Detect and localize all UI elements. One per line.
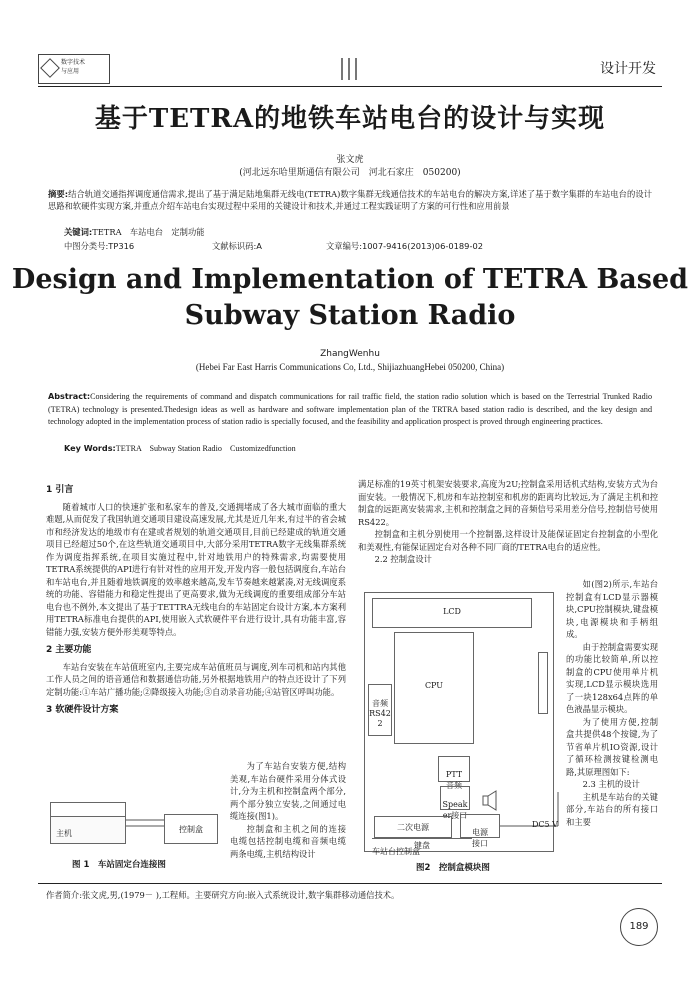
section-1-heading: 1 引言 [46,485,74,495]
right-column [358,478,658,566]
journal-logo [38,54,110,84]
abstract-cn-text: 结合轨道交通指挥调度通信需求,提出了基于满足陆地集群无线电(TETRA)数字集群无线通信技术的车站电台的解决方案,详述了基于数字集群的车站电台的设计思路和软硬件实现方案,并重点介绍车站电台实现过程中采用的关键设计和技术,并通过工程实践证明了方案的可行性和应用前景 [48,189,652,212]
abstract-en-text: Considering the requirements of command and dispatch communications for rail traffic field, the station radio solution which is based on the Terrestrial Trunked Radio (TETRA) technology is presented.Thedesign ideas as well as hardware and software implementation plan of the TRTRA based station radio is described, and the key design and technology adopted in the implementation process of station radio is specially focused, and the feasibility and application prospect is proved through engineering practices. [48,392,652,427]
keyboard-label: 键盘 [414,841,430,850]
abstract-cn [48,188,652,212]
keywords-en-label: Key Words: [64,443,116,453]
cpu-label: CPU [424,681,444,690]
clc-number: 中图分类号:TP316 [64,241,135,251]
author-cn: 张文虎 [336,155,364,165]
affiliation-en: (Hebei Far East Harris Communications Co, Ltd., ShijiazhuangHebei 050200, China) [195,362,505,372]
journal-diamond-icon [40,58,60,78]
audio-label: 音频 [372,699,388,708]
section-2-heading: 2 主要功能 [46,645,92,655]
keywords-cn-label: 关键词: [64,227,93,237]
power-port-label: 电源 接口 [472,828,488,848]
abstract-en [48,390,652,429]
figure-2 [364,592,562,854]
section-3-heading: 3 软硬件设计方案 [46,705,119,715]
header-divider [355,58,357,80]
control-box-unit [164,814,218,844]
power-port-module [460,814,500,848]
figure-1-caption: 图 1 车站固定台连接图 [72,860,166,870]
header-rule [38,86,662,87]
dc-power-label: 二次电源 [397,823,429,832]
ptt-label: PTT 音频 [445,770,463,790]
title-en: Design and Implementation of TETRA Based Subway Station Radio [11,264,689,331]
right-paragraph-5: 为了使用方便,控制盒共提供48个按键,为了节省单片机IO资源,设计了循环检测按键检测电路,其原理图如下: [566,716,658,777]
keywords-cn [64,226,205,238]
page-number: 189 [629,921,649,932]
speaker-module [440,786,470,820]
author-note: 作者简介:张文虎,男,(1979－ ),工程师。主要研究方向:嵌入式系统设计,数字集群移动通信技术。 [46,890,400,900]
section-2-paragraph: 车站台安装在车站值班室内,主要完成车站值班员与调度,列车司机和站内其他工作人员之间的语音通信和数据通信功能,另外根据地铁用户的特点还设计了下列定制功能:①车站广播功能;②降级接入功能;③自动录音功能;④站管区呼叫功能。 [46,661,346,697]
rs422-label: RS42 2 [369,709,391,728]
right-paragraph-6: 主机是车站台的关键部分,车站台的所有接口和主要 [566,791,658,827]
figure-1 [46,778,226,858]
keywords-en-text: TETRA Subway Station Radio Customizedfunction [115,444,296,453]
section-2-2-heading: 2.2 控制盒设计 [374,554,432,564]
speaker-icon [482,790,502,812]
footer-rule [38,883,662,884]
section-1-paragraph: 随着城市人口的快速扩张和私家车的普及,交通拥堵成了各大城市面临的重大难题,从而促发了我国轨道交通项目建设高速发展,尤其是近几年来,有过半的省会城市和经济发达的地级市有在建或者规划的轨道交通项目,目前已经建成的轨道交通项目已经超过50个,在这些轨道交通项目中,大部分采用TETRA数字无线集群系统作为调度指挥系统,在项目实施过程中,针对地铁用户的特殊需求,均需要使用TETRA系统提供的API进行有针对性的应用开发,开发内容一般包括调度台,车站台和车站电台,并且随着地铁调度的效率越来越高,发车节奏越来越紧凑,对无线调度系统的功能、容错能力和稳定性提出了更高要求,做为无线调度的重要组成部分车站电台也不例外,本文提出了基于TETTRA无线电台的车站固定台设计方案,本方案利用TETRA标准电台提供的API,使用嵌入式软硬件平台进行设计,具有功能丰富,容错能力强,安装方便外形美观等特点。 [46,501,346,637]
speaker-label: Speak er接口 [442,800,468,820]
dc-power-module [374,816,452,838]
dc5v-label: DC5 V [532,820,558,829]
section-name: 设计开发 [600,61,656,77]
host-unit [50,802,124,844]
document-code: 文献标识码:A [212,241,262,251]
figure-2-label: 车站台控制盒 [372,847,420,856]
lcd-module [372,598,532,628]
left-column-wrap [230,760,346,860]
host-label: 主机 [56,829,72,838]
keywords-cn-text: TETRA 车站电台 定制功能 [92,227,205,237]
right-paragraph-3: 如(图2)所示,车站台控制盒有LCD显示器模块,CPU控制模块,键盘模块,电源模块和手柄组成。 [566,579,658,639]
cpu-module [394,632,474,744]
lcd-label: LCD [443,607,461,616]
handset-module [538,652,548,714]
author-en: ZhangWenhu [320,349,380,359]
section-2-3-heading: 2.3 主机的设计 [582,779,640,789]
affiliation-cn: (河北远东哈里斯通信有限公司 河北石家庄 050200) [239,168,461,178]
article-number: 文章编号:1007-9416(2013)06-0189-02 [326,241,484,251]
ptt-module [438,756,470,790]
control-box-label: 控制盒 [179,825,203,834]
left-column [46,478,346,721]
title-cn: 基于TETRA的地铁车站电台的设计与实现 [94,104,606,134]
header-divider [341,58,343,80]
audio-rs422-module [368,684,392,736]
journal-name-line1: 数字技术 [61,59,86,66]
right-paragraph-2: 控制盒和主机分别使用一个控制器,这样设计及能保证固定台控制盒的小型化和美观性,有能保证固定台对各种不同厂商的TETRA电台的适应性。 [358,529,658,552]
figure-2-caption: 图2 控制盒模块图 [416,863,490,873]
abstract-en-label: Abstract: [48,391,91,401]
right-paragraph-1: 满足标准的19英寸机架安装要求,高度为2U;控制盒采用话机式结构,安装方式为台面安装。一般情况下,机房和车站控制室和机房的距离均比较远,为了满足主机和控制盒的远距离安装需求,主机和控制盒之间的音频信号采用差分信号,控制信号使用RS422。 [358,479,658,527]
journal-name-line2: 与应用 [61,68,80,75]
abstract-cn-label: 摘要: [48,189,69,199]
right-paragraph-4: 由于控制盒需要实现的功能比较简单,所以控制盒的CPU使用单片机实现,LCD显示模块选用了一块128x64点阵的单色液晶显示模块。 [566,641,658,714]
section-3-paragraph-2: 控制盒和主机之间的连接电缆包括控制电缆和音频电缆两条电缆,主机结构设计 [230,823,346,859]
right-column-wrap [566,578,658,828]
section-3-paragraph-1: 为了车站台安装方便,结构美观,车站台硬件采用分体式设计,分为主机和控制盒两个部分,两个部分独立安装,之间通过电缆连接(图1)。 [230,761,346,821]
keywords-en [64,443,296,454]
page-badge [620,908,658,946]
header-divider [348,58,350,80]
